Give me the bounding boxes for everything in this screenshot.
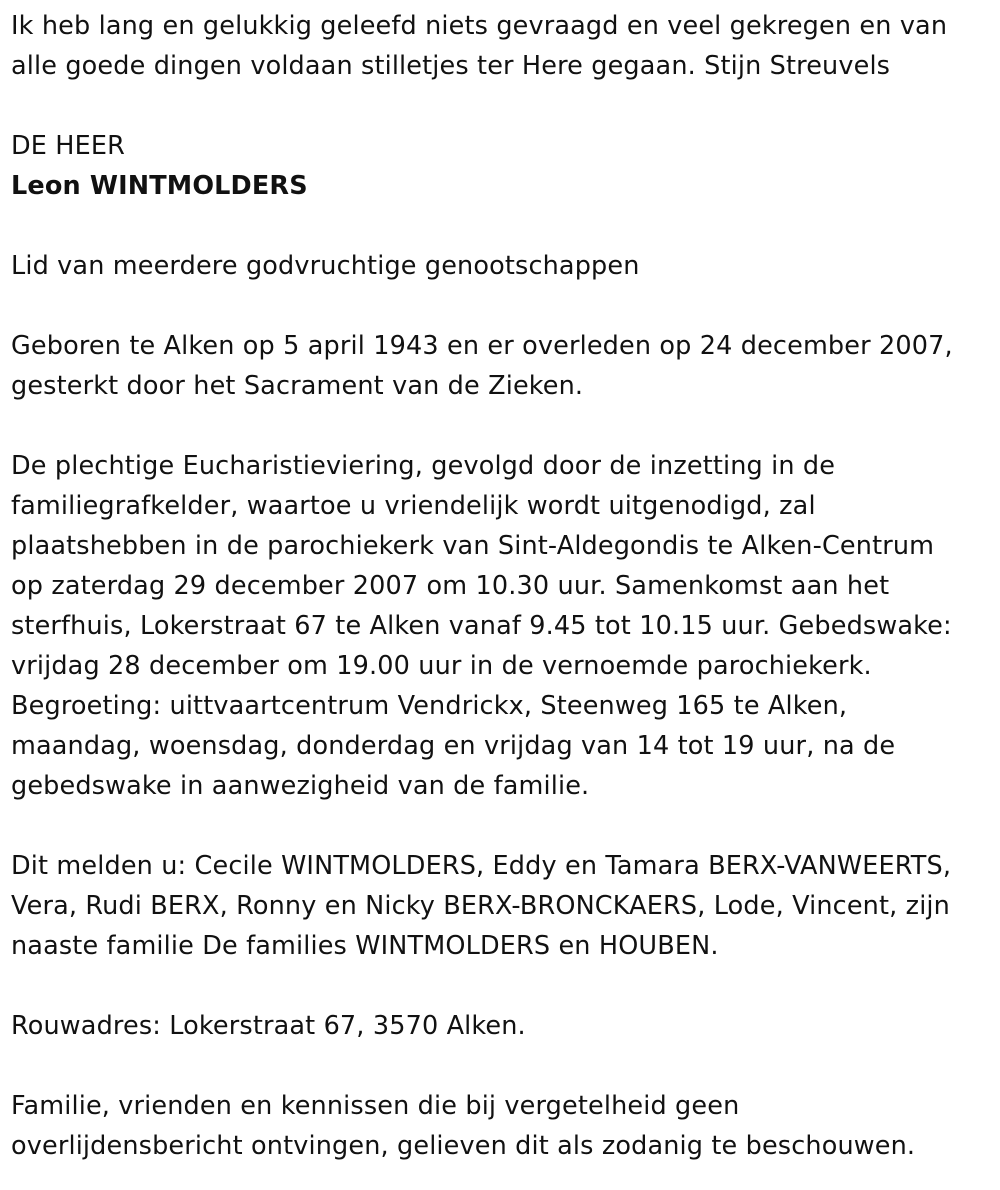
ceremony-line: familiegrafkelder, waartoe u vriendelijk wordt uitgenodigd, zal: [11, 491, 816, 521]
ceremony-line: vrijdag 28 december om 19.00 uur in de vernoemde parochiekerk.: [11, 651, 872, 681]
ceremony-line: gebedswake in aanwezigheid van de familie.: [11, 771, 590, 801]
membership-paragraph: [11, 246, 990, 286]
ceremony-line: plaatshebben in de parochiekerk van Sint-Aldegondis te Alken-Centrum: [11, 531, 935, 561]
paragraph-gap: [11, 286, 990, 326]
paragraph-gap: [11, 806, 990, 846]
honorific-title: DE HEER: [11, 131, 126, 161]
birth-death-paragraph: [11, 326, 990, 406]
paragraph-gap: [11, 1046, 990, 1086]
closing-paragraph: [11, 1086, 990, 1166]
opening-quote: [11, 6, 990, 86]
membership-text: Lid van meerdere godvruchtige genootschappen: [11, 251, 640, 281]
mourning-address: Rouwadres: Lokerstraat 67, 3570 Alken.: [11, 1011, 526, 1041]
ceremony-paragraph: [11, 446, 990, 806]
deceased-name: Leon WINTMOLDERS: [11, 171, 308, 201]
closing-line: Familie, vrienden en kennissen die bij vergetelheid geen: [11, 1091, 740, 1121]
announcers-line: Dit melden u: Cecile WINTMOLDERS, Eddy en Tamara BERX-VANWEERTS,: [11, 851, 952, 881]
address-paragraph: [11, 1006, 990, 1046]
announcers-line: naaste familie De families WINTMOLDERS en HOUBEN.: [11, 931, 719, 961]
ceremony-line: maandag, woensdag, donderdag en vrijdag van 14 tot 19 uur, na de: [11, 731, 896, 761]
quote-line: alle goede dingen voldaan stilletjes ter Here gegaan. Stijn Streuvels: [11, 51, 891, 81]
paragraph-gap: [11, 966, 990, 1006]
birth-death-line: gesterkt door het Sacrament van de Zieken.: [11, 371, 584, 401]
announcers-paragraph: [11, 846, 990, 966]
ceremony-line: op zaterdag 29 december 2007 om 10.30 uur. Samenkomst aan het: [11, 571, 890, 601]
ceremony-line: De plechtige Eucharistieviering, gevolgd door de inzetting in de: [11, 451, 836, 481]
paragraph-gap: [11, 86, 990, 126]
ceremony-line: sterfhuis, Lokerstraat 67 te Alken vanaf 9.45 tot 10.15 uur. Gebedswake:: [11, 611, 952, 641]
paragraph-gap: [11, 206, 990, 246]
quote-line: Ik heb lang en gelukkig geleefd niets gevraagd en veel gekregen en van: [11, 11, 948, 41]
birth-death-line: Geboren te Alken op 5 april 1943 en er overleden op 24 december 2007,: [11, 331, 953, 361]
announcers-line: Vera, Rudi BERX, Ronny en Nicky BERX-BRONCKAERS, Lode, Vincent, zijn: [11, 891, 950, 921]
closing-line: overlijdensbericht ontvingen, gelieven dit als zodanig te beschouwen.: [11, 1131, 916, 1161]
honorific: [11, 126, 990, 206]
ceremony-line: Begroeting: uittvaartcentrum Vendrickx, Steenweg 165 te Alken,: [11, 691, 848, 721]
paragraph-gap: [11, 406, 990, 446]
